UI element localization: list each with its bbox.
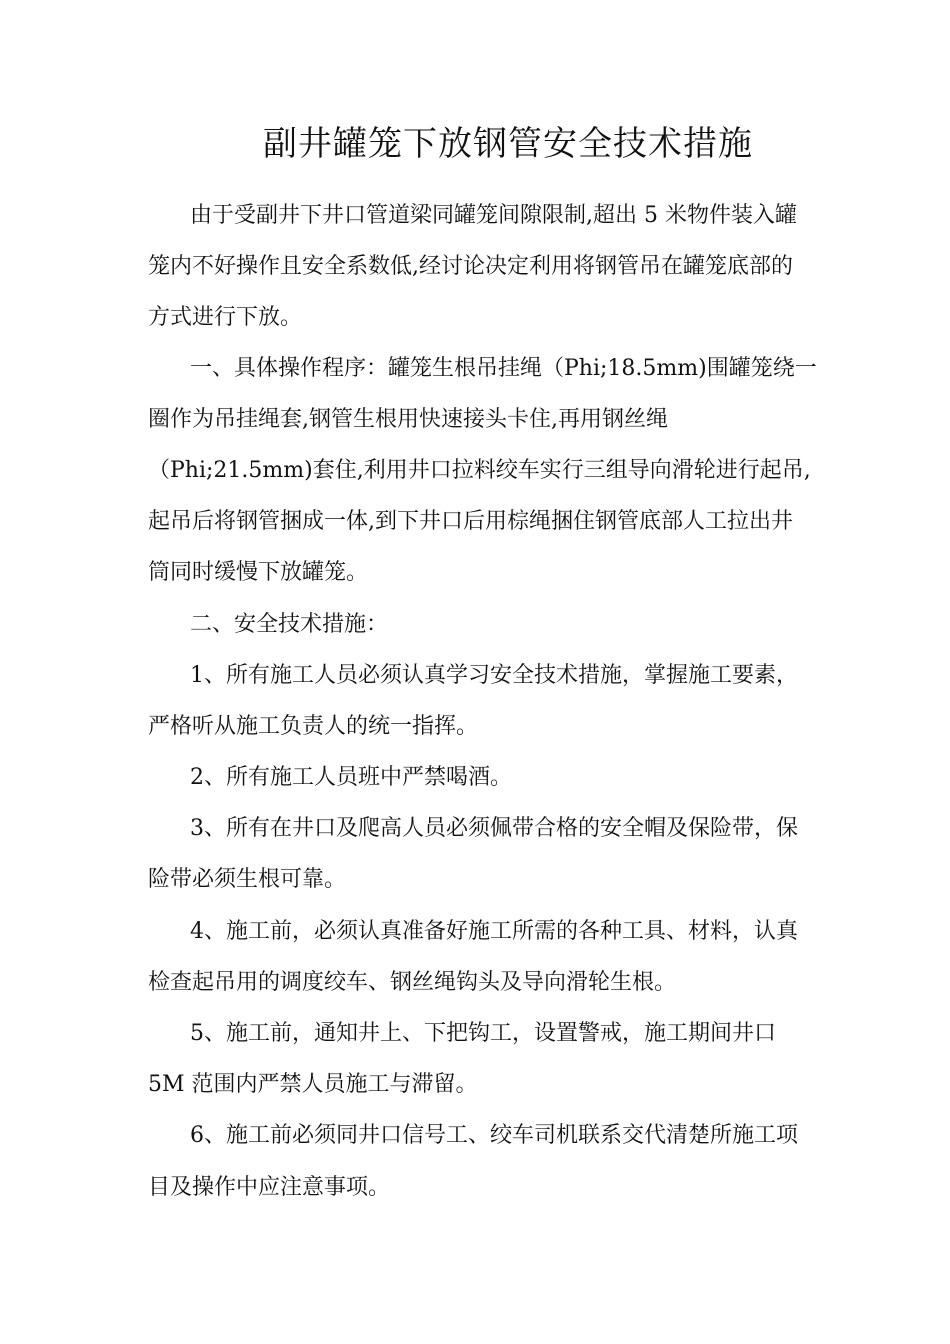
paragraph-line: 圈作为吊挂绳套,钢管生根用快速接头卡住,再用钢丝绳 xyxy=(148,407,668,432)
paragraph-line: 一、具体操作程序：罐笼生根吊挂绳（Phi;18.5mm)围罐笼绕一 xyxy=(190,356,817,381)
list-item-line: 严格听从施工负责人的统一指挥。 xyxy=(148,714,479,739)
section-heading: 二、安全技术措施： xyxy=(190,612,389,637)
paragraph-line: 起吊后将钢管捆成一体,到下井口后用棕绳捆住钢管底部人工拉出井 xyxy=(148,509,793,534)
list-item-line: 2、所有施工人员班中严禁喝酒。 xyxy=(190,765,512,790)
paragraph-line: 方式进行下放。 xyxy=(148,305,303,330)
document-title: 副井罐笼下放钢管安全技术措施 xyxy=(263,124,753,164)
list-item-line: 5、施工前，通知井上、下把钩工，设置警戒，施工期间井口 xyxy=(190,1021,776,1046)
paragraph-line: 笼内不好操作且安全系数低,经讨论决定利用将钢管吊在罐笼底部的 xyxy=(148,254,793,279)
list-item-line: 险带必须生根可靠。 xyxy=(148,867,347,892)
list-item-line: 6、施工前必须同井口信号工、绞车司机联系交代清楚所施工项 xyxy=(190,1123,798,1148)
paragraph-line: 由于受副井下井口管道梁同罐笼间隙限制,超出 5 米物件装入罐 xyxy=(190,203,797,228)
list-item-line: 3、所有在井口及爬高人员必须佩带合格的安全帽及保险带，保 xyxy=(190,816,798,841)
list-item-line: 检查起吊用的调度绞车、钢丝绳钩头及导向滑轮生根。 xyxy=(148,970,677,995)
list-item-line: 目及操作中应注意事项。 xyxy=(148,1175,391,1200)
list-item-line: 5M 范围内严禁人员施工与滞留。 xyxy=(148,1072,478,1097)
paragraph-line: 筒同时缓慢下放罐笼。 xyxy=(148,560,369,585)
list-item-line: 4、施工前，必须认真准备好施工所需的各种工具、材料，认真 xyxy=(190,919,798,944)
list-item-line: 1、所有施工人员必须认真学习安全技术措施，掌握施工要素， xyxy=(190,663,798,688)
paragraph-line: （Phi;21.5mm)套住,利用井口拉料绞车实行三组导向滑轮进行起吊, xyxy=(148,458,811,483)
